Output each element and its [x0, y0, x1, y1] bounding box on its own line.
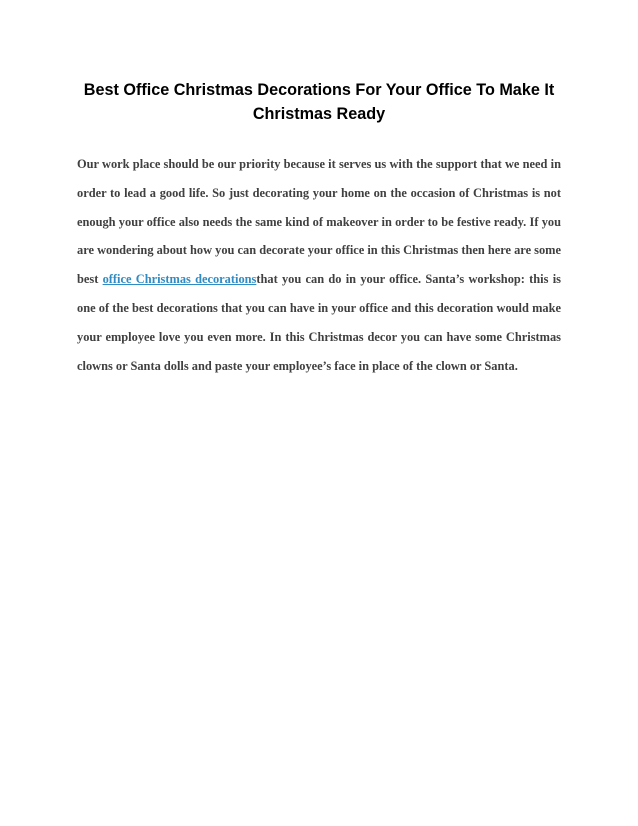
- document-title: Best Office Christmas Decorations For Your Office To Make It Christmas Ready: [83, 81, 555, 123]
- office-christmas-decorations-link[interactable]: office Christmas decorations: [102, 272, 257, 287]
- body-paragraph: [77, 150, 561, 380]
- paragraph-text-before-link: Our work place should be our priority because it serves us with the support that we need in order to lead a good life. So just decorating your home on the occasion of Christmas is not enough your office also needs the same kind of makeover in order to be festive ready. If you are wondering about how you can decorate your office in this Christmas then here are some best: [77, 157, 562, 287]
- paragraph-text-after-link: that you can do in your office. Santa’s workshop: this is one of the best decorations that you can have in your office and this decoration would make your employee love you even more. In this Christmas decor you can have some Christmas clowns or Santa dolls and paste your employee’s face in place of the clown or Santa.: [77, 272, 561, 373]
